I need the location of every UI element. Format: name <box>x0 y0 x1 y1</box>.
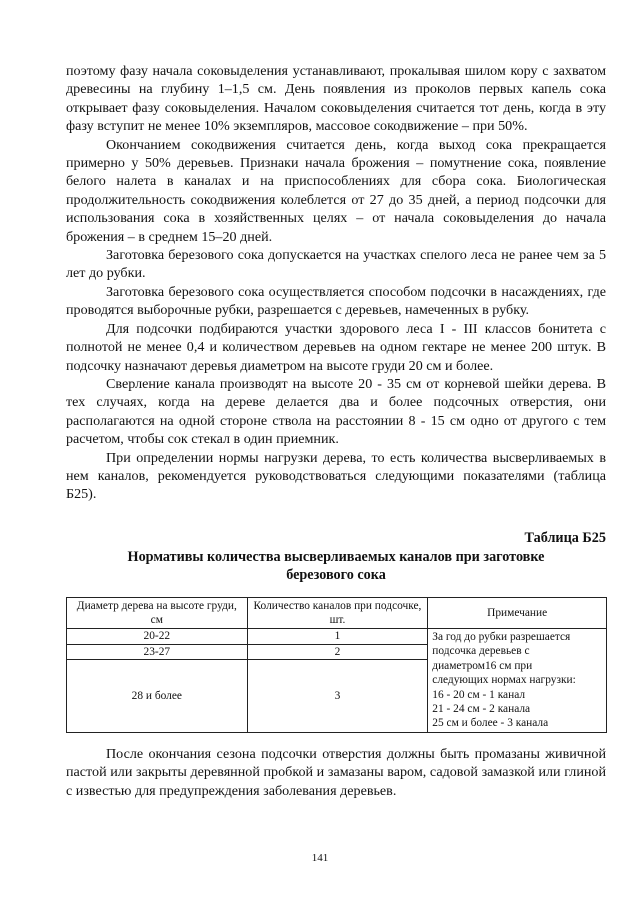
note-line: 25 см и более - 3 канала <box>432 717 549 730</box>
table-header-row <box>67 598 607 629</box>
cell-note <box>428 629 607 733</box>
note-line: диаметром16 см при <box>432 659 533 672</box>
table-label: Таблица Б25 <box>524 530 606 546</box>
paragraph-7: При определении нормы нагрузки дерева, то есть количества высверливаемых в нем каналов, рекомендуется руководствоваться следующими показателями (таблица Б25). <box>66 449 606 503</box>
paragraph-4: Заготовка березового сока осуществляется способом подсочки в насаждениях, где проводятся выборочные рубки, разрешается с деревьев, намеченных в рубку. <box>66 283 606 319</box>
note-line: За год до рубки разрешается <box>432 631 571 643</box>
table-row <box>67 629 607 645</box>
header-channels: Количество каналов при подсочке, шт. <box>247 598 428 629</box>
cell-diameter: 23-27 <box>67 644 248 660</box>
header-diameter: Диаметр дерева на высоте груди, см <box>67 598 248 629</box>
paragraph-5: Для подсочки подбираются участки здорового леса I - III классов бонитета с полнотой не менее 0,4 и количеством деревьев на одном гектаре не менее 200 штук. В подсочку назначают деревья диаметром на высоте груди 20 см и более. <box>66 320 606 374</box>
paragraph-6: Сверление канала производят на высоте 20 - 35 см от корневой шейки дерева. В тех случаях, когда на дереве делается два и более подсочных отверстия, они располагаются на одной стороне ствола на расстоянии 8 - 15 см одно от другого с тем расчетом, чтобы сок стекал в один приемник. <box>66 375 606 448</box>
page-number: 141 <box>311 852 329 864</box>
note-line: 16 - 20 см - 1 канал <box>432 688 526 701</box>
cell-channels: 2 <box>247 644 428 660</box>
body-text <box>66 62 606 504</box>
cell-diameter: 20-22 <box>67 629 248 645</box>
cell-channels: 1 <box>247 629 428 645</box>
paragraph-2: Окончанием сокодвижения считается день, когда выход сока прекращается примерно у 50% деревьев. Признаки начала брожения – помутнение сока, появление белого налета в каналах и на приспособлениях для сбора сока. Биологическая продолжительность сокодвижения колеблется от 27 до 35 дней, а период подсочки для использования сока в хозяйственных целях – от начала соковыделения до начала брожения – в среднем 15–20 дней. <box>66 136 606 245</box>
paragraph-3: Заготовка березового сока допускается на участках спелого леса не ранее чем за 5 лет до рубки. <box>66 247 606 282</box>
cell-channels: 3 <box>247 660 428 733</box>
cell-diameter: 28 и более <box>67 660 248 733</box>
note-line: 21 - 24 см - 2 канала <box>432 703 531 716</box>
header-note: Примечание <box>428 598 607 629</box>
note-line: подсочка деревьев с <box>432 645 530 658</box>
note-line: следующих нормах нагрузки: <box>432 674 576 687</box>
table-title-line-1: Нормативы количества высверливаемых каналов при заготовке <box>127 549 545 565</box>
paragraph-1: поэтому фазу начала соковыделения устанавливают, прокалывая шилом кору с захватом древесины на глубину 1–1,5 см. День появления из проколов первых капель сока открывает фазу соковыделения. Началом соковыделения считается тот день, когда в эту фазу вступит не менее 10% экземпляров, массовое сокодвижение – при 50%. <box>66 63 606 135</box>
norms-table <box>66 597 607 733</box>
table-title-line-2: березового сока <box>286 567 386 583</box>
closing-paragraph: После окончания сезона подсочки отверстия должны быть промазаны живичной пастой или закрыты деревянной пробкой и замазаны варом, садовой замазкой или глиной с известью для предупреждения заболевания деревьев. <box>66 746 606 799</box>
table-title <box>66 548 606 584</box>
